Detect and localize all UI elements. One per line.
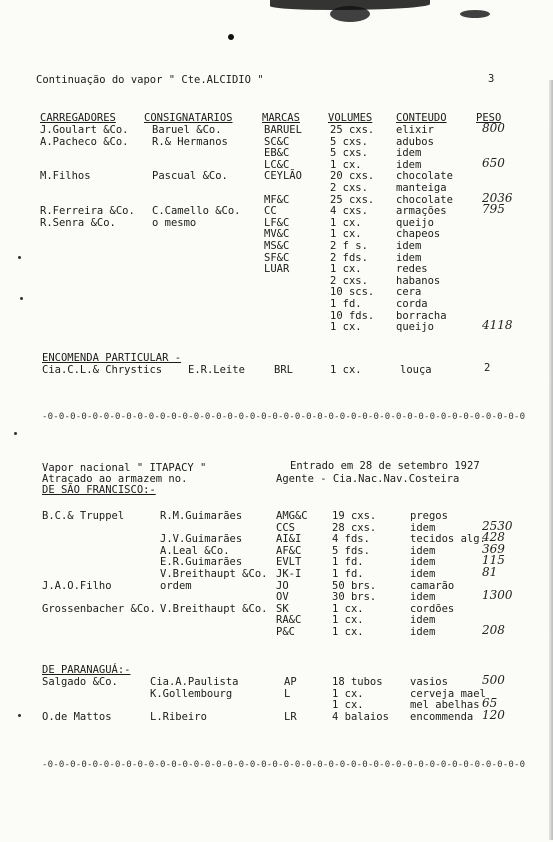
margin-dot [18,714,21,717]
peso: 81 [482,565,498,579]
consignatario: A.Leal &Co. [160,544,230,557]
vapor-name: Vapor nacional " ITAPACY " [42,462,207,474]
consignatario: L.Ribeiro [150,710,207,723]
marca: AI&I [276,533,302,546]
consignatario: E.R.Leite [188,364,245,376]
consignatario: Baruel &Co. [152,124,222,136]
conteudo: corda [396,298,428,310]
volume: 1 fd. [330,298,362,310]
conteudo: idem [396,240,422,252]
marca: RA&C [276,614,302,627]
volume: 1 cx. [332,602,364,615]
carregador: R.Senra &Co. [40,216,116,229]
page-number: 3 [488,73,495,85]
conteudo: cerveja mael [410,687,486,700]
volume: 1 cx. [330,216,362,229]
conteudo: borracha [396,309,447,322]
volume: 10 fds. [330,309,375,322]
peso: 120 [482,707,505,722]
col-carregadores: CARREGADORES [40,112,116,124]
consignatario: Cia.A.Paulista [150,676,239,688]
marca: BRL [274,364,293,376]
peso: 369 [482,541,505,556]
volume: 1 cx. [330,158,362,171]
marca: SF&C [264,251,290,264]
consignatario: E.R.Guimarães [160,556,243,569]
marca: MV&C [264,228,290,241]
margin-dot [18,256,21,259]
carregador: B.C.& Truppel [42,510,125,522]
marca: MF&C [264,193,290,206]
peso: 2530 [482,518,513,533]
marca: JK-I [276,568,302,580]
volume: 4 fds. [332,533,370,546]
marca: L [284,687,291,700]
volume: 2 fds. [330,251,368,264]
marca: OV [276,591,289,604]
origem-paranagua: DE PARANAGUÁ:- [42,664,131,676]
volume: 1 cx. [332,687,364,700]
volume: 1 cx. [332,699,364,712]
conteudo: pregos [410,510,448,522]
consignatario: o mesmo [152,216,197,229]
entrado-date: Entrado em 28 de setembro 1927 [290,460,480,472]
volume: 1 cx. [330,263,362,276]
page-edge-shadow [549,80,553,840]
separator-line: -0-0-0-0-0-0-0-0-0-0-0-0-0-0-0-0-0-0-0-0-0-0-0-0-0-0-0-0-0-0-0-0-0-0-0-0-0-0-0-0-0-0-0 [42,760,526,770]
conteudo: habanos [396,274,441,287]
consignatario: R.M.Guimarães [160,510,243,522]
peso: 428 [482,530,505,545]
carregador: J.Goulart &Co. [40,124,129,136]
agente-info: Agente - Cia.Nac.Nav.Costeira [276,473,460,485]
peso: 800 [482,121,505,135]
conteudo: idem [410,614,436,627]
consignatario: ordem [160,579,192,592]
page-title: Continuação do vapor " Cte.ALCIDIO " [36,74,264,86]
marca: CEYLÃO [264,170,302,183]
marca: SK [276,602,289,615]
conteudo: queijo [396,216,434,229]
origem-sao-francisco: DE SÃO FRANCISCO:- [42,484,156,496]
marca: AF&C [276,544,302,557]
carregador: M.Filhos [40,170,91,183]
marca: JO [276,579,289,592]
col-marcas: MARCAS [262,112,300,124]
consignatario: V.Breithaupt &Co. [160,568,268,580]
atracado-info: Atracado ao armazem no. [42,473,188,485]
marca: P&C [276,626,295,638]
encomenda-title: ENCOMENDA PARTICULAR - [42,352,182,364]
marca: SC&C [264,135,290,148]
consignatario: Pascual &Co. [152,170,228,183]
peso: 208 [482,623,505,637]
conteudo: camarão [410,579,455,592]
conteudo: cera [396,286,422,299]
consignatario: J.V.Guimarães [160,533,243,546]
peso: 115 [482,553,505,568]
conteudo: idem [396,251,422,264]
conteudo: queijo [396,321,434,334]
marca: CC [264,205,277,218]
conteudo: chocolate [396,170,453,183]
marca: AP [284,676,297,688]
col-peso: PESO [476,112,502,124]
volume: 2 cxs. [330,274,368,287]
conteudo: cordões [410,602,455,615]
conteudo: encommenda [410,710,474,723]
marca: LF&C [264,216,290,229]
conteudo: idem [410,626,436,638]
volume: 28 cxs. [332,521,377,534]
conteudo: elixir [396,124,434,136]
peso: 795 [482,202,505,217]
volume: 1 cx. [332,614,364,627]
conteudo: idem [410,591,436,604]
marca: EVLT [276,556,302,569]
conteudo: redes [396,263,428,276]
conteudo: idem [410,568,436,580]
margin-dot [14,432,17,435]
volume: 2 cxs. [330,182,368,194]
volume: 2 f s. [330,240,368,252]
peso: 650 [482,155,505,170]
ink-blot-top [330,6,370,22]
carregador: J.A.O.Filho [42,579,112,592]
col-conteudo: CONTEUDO [396,112,447,124]
marca: CCS [276,521,295,534]
volume: 1 cx. [330,321,362,334]
volume: 1 cx. [330,364,362,376]
conteudo: idem [396,158,422,171]
volume: 1 fd. [332,568,364,580]
conteudo: vasios [410,676,448,688]
carregador: Cia.C.L.& Chrystics [42,364,163,376]
volume: 50 brs. [332,579,377,592]
conteudo: adubos [396,135,434,148]
marca: LC&C [264,158,290,171]
separator-line: -0-0-0-0-0-0-0-0-0-0-0-0-0-0-0-0-0-0-0-0-0-0-0-0-0-0-0-0-0-0-0-0-0-0-0-0-0-0-0-0-0-0-0 [42,412,526,422]
volume: 30 brs. [332,591,377,604]
ink-blot-top [460,10,490,18]
carregador: R.Ferreira &Co. [40,205,135,218]
carregador: O.de Mattos [42,710,112,723]
conteudo: tecidos alg. [410,533,486,546]
conteudo: chapeos [396,228,441,241]
peso: 65 [482,696,498,711]
carregador: Salgado &Co. [42,676,118,688]
peso: 2 [484,362,491,374]
conteudo: idem [410,556,436,569]
conteudo: armações [396,205,447,218]
volume: 1 cx. [332,626,364,638]
conteudo: idem [410,521,436,534]
conteudo: mel abelhas [410,699,480,712]
ink-speck [228,34,234,40]
consignatario: R.& Hermanos [152,135,228,148]
marca: MS&C [264,240,290,252]
col-consignatarios: CONSIGNATARIOS [144,112,233,124]
peso: 500 [482,673,505,687]
carregador: A.Pacheco &Co. [40,135,129,148]
marca: AMG&C [276,510,308,522]
volume: 19 cxs. [332,510,377,522]
volume: 4 balaios [332,710,389,723]
consignatario: V.Breithaupt &Co. [160,602,268,615]
volume: 25 cxs. [330,124,375,136]
marca: LR [284,710,297,723]
peso: 2036 [482,190,513,205]
marca: BARUEL [264,124,302,136]
volume: 1 fd. [332,556,364,569]
conteudo: louça [400,364,432,376]
consignatario: C.Camello &Co. [152,205,241,218]
marca: EB&C [264,147,290,160]
volume: 1 cx. [330,228,362,241]
margin-dot [20,297,23,300]
volume: 18 tubos [332,676,383,688]
volume: 10 scs. [330,286,375,299]
consignatario: K.Gollembourg [150,687,233,700]
volume: 5 fds. [332,544,370,557]
conteudo: idem [410,544,436,557]
carregador: Grossenbacher &Co. [42,602,156,615]
peso: 4118 [482,318,513,333]
volume: 5 cxs. [330,135,368,148]
conteudo: idem [396,147,422,160]
conteudo: chocolate [396,193,453,206]
conteudo: manteiga [396,182,447,194]
col-volumes: VOLUMES [328,112,373,124]
marca: LUAR [264,263,290,276]
volume: 20 cxs. [330,170,375,183]
volume: 5 cxs. [330,147,368,160]
peso: 1300 [482,588,513,603]
volume: 4 cxs. [330,205,368,218]
volume: 25 cxs. [330,193,375,206]
